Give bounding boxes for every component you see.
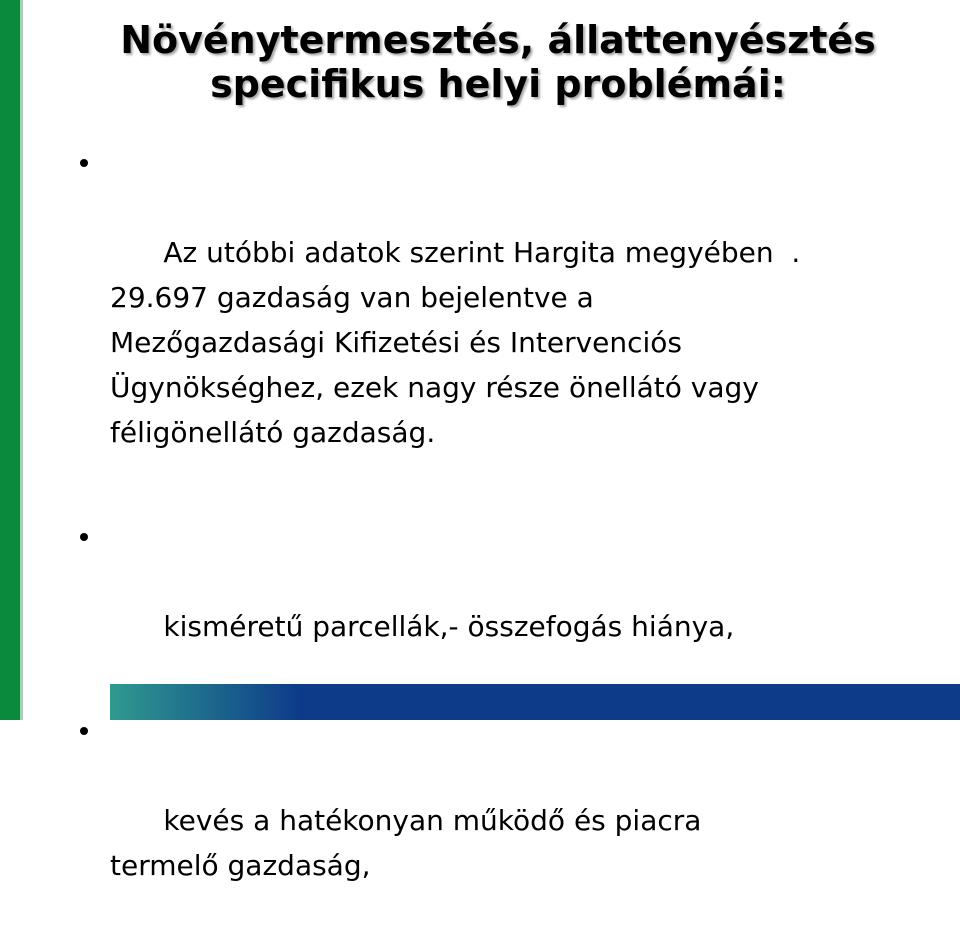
bullet-text-2: kisméretű parcellák,- összefogás hiánya, <box>163 610 735 643</box>
bullet-item-3 <box>72 708 932 933</box>
title-line-2: specifikus helyi problémái: <box>210 62 786 106</box>
left-accent-stripe <box>20 0 23 720</box>
bullet-dot-icon <box>80 727 88 735</box>
bullet-text-1: Az utóbbi adatok szerint Hargita megyében . 29.697 gazdaság van bejelentve a Mezőgazdasági Kifizetési és Intervenciós Ügynökséghez, ezek nagy része önellátó vagy féligönellátó gazdaság. <box>110 236 801 449</box>
slide-title <box>98 18 898 106</box>
bottom-band-gradient <box>110 684 300 720</box>
bullet-dot-icon <box>80 533 88 541</box>
bullet-item-2 <box>72 514 932 694</box>
bullet-dot-icon <box>80 159 88 167</box>
title-line-1: Növénytermesztés, állattenyésztés <box>120 18 876 62</box>
bullet-item-1 <box>72 140 932 500</box>
bullet-text-3: kevés a hatékonyan működő és piacra termelő gazdaság, <box>110 804 702 882</box>
bottom-decor-band <box>110 684 960 720</box>
bullet-list <box>72 140 932 947</box>
left-accent-bar <box>0 0 20 720</box>
